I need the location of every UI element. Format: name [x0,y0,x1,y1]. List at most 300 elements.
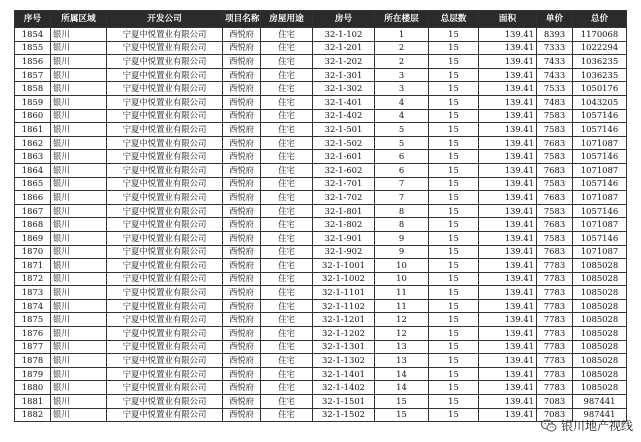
column-header: 总价 [573,11,627,28]
table-cell: 3 [375,82,429,96]
table-cell: 银川 [51,286,107,300]
table-cell: 15 [429,82,479,96]
table-cell: 银川 [51,95,107,109]
table-cell: 宁夏中悦置业有限公司 [107,123,223,137]
table-cell: 15 [429,150,479,164]
table-cell: 7583 [537,123,573,137]
table-cell: 32-1-1201 [313,313,375,327]
table-cell: 7783 [537,299,573,313]
table-cell: 15 [429,272,479,286]
table-cell: 7783 [537,340,573,354]
table-cell: 139.41 [479,340,537,354]
table-cell: 15 [429,218,479,232]
table-cell: 西悦府 [223,136,261,150]
table-cell: 139.41 [479,381,537,395]
table-cell: 住宅 [261,259,313,273]
table-cell: 32-1-801 [313,204,375,218]
table-cell: 宁夏中悦置业有限公司 [107,231,223,245]
column-header: 总层数 [429,11,479,28]
table-cell: 987441 [573,408,627,422]
table-cell: 住宅 [261,340,313,354]
table-row [15,245,627,259]
table-cell: 15 [429,313,479,327]
table-cell: 宁夏中悦置业有限公司 [107,299,223,313]
table-cell: 139.41 [479,163,537,177]
table-row [15,408,627,422]
table-cell: 139.41 [479,191,537,205]
table-row [15,299,627,313]
table-cell: 32-1-802 [313,218,375,232]
table-cell: 1870 [15,245,51,259]
table-cell: 1036235 [573,55,627,69]
table-cell: 银川 [51,327,107,341]
table-cell: 宁夏中悦置业有限公司 [107,28,223,42]
table-cell: 西悦府 [223,55,261,69]
table-cell: 32-1-1002 [313,272,375,286]
table-cell: 银川 [51,381,107,395]
table-cell: 8 [375,204,429,218]
table-cell: 15 [429,41,479,55]
table-cell: 银川 [51,109,107,123]
table-cell: 7683 [537,191,573,205]
table-cell: 7083 [537,395,573,409]
table-row [15,272,627,286]
table-cell: 1879 [15,367,51,381]
table-cell: 1869 [15,231,51,245]
table-row [15,395,627,409]
table-cell: 139.41 [479,231,537,245]
table-row [15,367,627,381]
table-cell: 32-1-1202 [313,327,375,341]
table-cell: 1071087 [573,163,627,177]
table-row [15,136,627,150]
table-cell: 7583 [537,231,573,245]
table-cell: 银川 [51,177,107,191]
table-cell: 139.41 [479,136,537,150]
table-cell: 1865 [15,177,51,191]
table-cell: 银川 [51,340,107,354]
table-cell: 139.41 [479,313,537,327]
table-cell: 1875 [15,313,51,327]
table-cell: 32-1-1401 [313,367,375,381]
table-cell: 11 [375,286,429,300]
table-cell: 7483 [537,95,573,109]
table-cell: 1170068 [573,28,627,42]
table-cell: 32-1-702 [313,191,375,205]
table-row [15,28,627,42]
table-cell: 1863 [15,150,51,164]
table-cell: 1878 [15,354,51,368]
table-row [15,259,627,273]
table-cell: 西悦府 [223,395,261,409]
table-cell: 宁夏中悦置业有限公司 [107,177,223,191]
table-row [15,204,627,218]
table-cell: 139.41 [479,354,537,368]
table-cell: 住宅 [261,313,313,327]
table-cell: 住宅 [261,327,313,341]
table-cell: 32-1-1301 [313,340,375,354]
table-row [15,163,627,177]
table-cell: 7 [375,177,429,191]
table-cell: 住宅 [261,41,313,55]
table-cell: 1085028 [573,354,627,368]
table-cell: 32-1-301 [313,68,375,82]
table-cell: 住宅 [261,408,313,422]
table-cell: 1855 [15,41,51,55]
table-cell: 3 [375,68,429,82]
table-cell: 139.41 [479,68,537,82]
table-cell: 139.41 [479,177,537,191]
table-cell: 139.41 [479,123,537,137]
table-cell: 1854 [15,28,51,42]
table-cell: 5 [375,123,429,137]
table-cell: 1880 [15,381,51,395]
table-cell: 1085028 [573,259,627,273]
table-cell: 银川 [51,68,107,82]
table-cell: 住宅 [261,231,313,245]
table-cell: 银川 [51,408,107,422]
table-cell: 银川 [51,395,107,409]
table-cell: 7083 [537,408,573,422]
table-cell: 银川 [51,259,107,273]
table-cell: 宁夏中悦置业有限公司 [107,286,223,300]
table-cell: 15 [429,109,479,123]
table-cell: 银川 [51,313,107,327]
table-cell: 15 [429,367,479,381]
table-cell: 银川 [51,55,107,69]
table-cell: 银川 [51,245,107,259]
table-cell: 银川 [51,299,107,313]
wechat-icon [541,419,557,433]
table-cell: 32-1-402 [313,109,375,123]
table-cell: 1861 [15,123,51,137]
table-cell: 住宅 [261,286,313,300]
table-cell: 银川 [51,191,107,205]
table-cell: 2 [375,55,429,69]
table-cell: 宁夏中悦置业有限公司 [107,204,223,218]
table-cell: 住宅 [261,218,313,232]
table-cell: 宁夏中悦置业有限公司 [107,340,223,354]
table-cell: 1881 [15,395,51,409]
table-cell: 宁夏中悦置业有限公司 [107,272,223,286]
table-row [15,41,627,55]
table-cell: 1057146 [573,231,627,245]
table-cell: 1860 [15,109,51,123]
table-cell: 1873 [15,286,51,300]
table-cell: 7783 [537,313,573,327]
table-cell: 住宅 [261,381,313,395]
table-cell: 1057146 [573,150,627,164]
table-cell: 住宅 [261,395,313,409]
table-cell: 1057146 [573,177,627,191]
table-cell: 1 [375,28,429,42]
table-cell: 32-1-302 [313,82,375,96]
table-cell: 15 [429,259,479,273]
table-cell: 宁夏中悦置业有限公司 [107,150,223,164]
table-cell: 1071087 [573,191,627,205]
table-cell: 住宅 [261,204,313,218]
table-cell: 住宅 [261,123,313,137]
table-cell: 西悦府 [223,367,261,381]
table-cell: 1050176 [573,82,627,96]
table-cell: 139.41 [479,259,537,273]
table-cell: 银川 [51,272,107,286]
table-cell: 32-1-102 [313,28,375,42]
table-row [15,109,627,123]
table-cell: 1085028 [573,286,627,300]
table-cell: 1874 [15,299,51,313]
table-cell: 1877 [15,340,51,354]
table-cell: 西悦府 [223,82,261,96]
table-cell: 西悦府 [223,231,261,245]
table-cell: 住宅 [261,28,313,42]
table-cell: 7783 [537,259,573,273]
table-body [15,28,627,422]
column-header: 房屋用途 [261,11,313,28]
table-cell: 32-1-1302 [313,354,375,368]
table-row [15,313,627,327]
table-cell: 1043205 [573,95,627,109]
table-cell: 14 [375,367,429,381]
table-cell: 宁夏中悦置业有限公司 [107,408,223,422]
table-cell: 15 [429,340,479,354]
table-row [15,340,627,354]
table-cell: 住宅 [261,367,313,381]
table-cell: 银川 [51,367,107,381]
table-cell: 西悦府 [223,41,261,55]
table-cell: 住宅 [261,245,313,259]
table-cell: 银川 [51,28,107,42]
column-header: 项目名称 [223,11,261,28]
table-cell: 139.41 [479,28,537,42]
table-cell: 7583 [537,109,573,123]
table-cell: 西悦府 [223,150,261,164]
header-row [15,11,627,28]
table-cell: 15 [429,191,479,205]
table-cell: 7333 [537,41,573,55]
price-table [14,10,627,422]
table-cell: 139.41 [479,109,537,123]
table-cell: 7683 [537,163,573,177]
table-cell: 32-1-701 [313,177,375,191]
table-cell: 8393 [537,28,573,42]
table-cell: 西悦府 [223,95,261,109]
table-cell: 1057146 [573,123,627,137]
table-cell: 宁夏中悦置业有限公司 [107,395,223,409]
table-cell: 住宅 [261,136,313,150]
table-cell: 住宅 [261,191,313,205]
table-cell: 银川 [51,136,107,150]
table-cell: 1085028 [573,313,627,327]
table-cell: 12 [375,327,429,341]
table-cell: 15 [429,354,479,368]
watermark-text: 银川地产视线 [560,419,633,433]
table-cell: 银川 [51,123,107,137]
table-cell: 15 [429,177,479,191]
table-cell: 15 [429,123,479,137]
table-cell: 15 [429,299,479,313]
table-cell: 西悦府 [223,191,261,205]
column-header: 面积 [479,11,537,28]
table-cell: 15 [429,327,479,341]
table-cell: 5 [375,136,429,150]
table-cell: 139.41 [479,245,537,259]
table-cell: 15 [429,231,479,245]
table-cell: 9 [375,245,429,259]
table-cell: 1876 [15,327,51,341]
table-row [15,55,627,69]
table-cell: 银川 [51,231,107,245]
table-cell: 西悦府 [223,340,261,354]
table-cell: 宁夏中悦置业有限公司 [107,55,223,69]
table-cell: 139.41 [479,82,537,96]
table-cell: 1085028 [573,367,627,381]
table-cell: 宁夏中悦置业有限公司 [107,367,223,381]
table-cell: 宁夏中悦置业有限公司 [107,136,223,150]
table-cell: 32-1-901 [313,231,375,245]
table-cell: 宁夏中悦置业有限公司 [107,82,223,96]
table-cell: 15 [429,55,479,69]
table-row [15,354,627,368]
table-cell: 139.41 [479,395,537,409]
table-cell: 139.41 [479,327,537,341]
table-cell: 10 [375,259,429,273]
table-cell: 6 [375,150,429,164]
table-cell: 15 [429,95,479,109]
table-cell: 7783 [537,381,573,395]
table-cell: 宁夏中悦置业有限公司 [107,109,223,123]
table-cell: 15 [429,204,479,218]
table-cell: 987441 [573,395,627,409]
table-cell: 139.41 [479,150,537,164]
table-cell: 1071087 [573,136,627,150]
table-cell: 7783 [537,286,573,300]
table-cell: 6 [375,163,429,177]
table-cell: 西悦府 [223,123,261,137]
table-row [15,327,627,341]
table-cell: 8 [375,218,429,232]
table-cell: 1085028 [573,299,627,313]
table-cell: 32-1-502 [313,136,375,150]
table-cell: 宁夏中悦置业有限公司 [107,218,223,232]
table-cell: 西悦府 [223,354,261,368]
table-cell: 1868 [15,218,51,232]
table-cell: 1857 [15,68,51,82]
table-cell: 1036235 [573,68,627,82]
table-cell: 1858 [15,82,51,96]
table-cell: 139.41 [479,286,537,300]
table-cell: 32-1-1102 [313,299,375,313]
table-cell: 西悦府 [223,68,261,82]
table-row [15,286,627,300]
table-cell: 32-1-602 [313,163,375,177]
table-cell: 32-1-1101 [313,286,375,300]
table-cell: 139.41 [479,204,537,218]
table-cell: 银川 [51,82,107,96]
table-cell: 14 [375,381,429,395]
column-header: 序号 [15,11,51,28]
table-cell: 西悦府 [223,313,261,327]
table-row [15,123,627,137]
table-cell: 住宅 [261,163,313,177]
table-cell: 住宅 [261,109,313,123]
table-cell: 32-1-1001 [313,259,375,273]
table-cell: 宁夏中悦置业有限公司 [107,41,223,55]
table-cell: 1866 [15,191,51,205]
table-cell: 1057146 [573,204,627,218]
table-cell: 西悦府 [223,218,261,232]
table-cell: 住宅 [261,272,313,286]
table-cell: 1864 [15,163,51,177]
table-cell: 7683 [537,245,573,259]
table-cell: 15 [429,381,479,395]
table-cell: 139.41 [479,272,537,286]
table-cell: 1871 [15,259,51,273]
table-cell: 7683 [537,136,573,150]
table-cell: 15 [429,136,479,150]
table-cell: 西悦府 [223,28,261,42]
table-cell: 1022294 [573,41,627,55]
table-cell: 7583 [537,204,573,218]
table-cell: 7433 [537,68,573,82]
table-cell: 15 [429,163,479,177]
table-cell: 9 [375,231,429,245]
table-cell: 西悦府 [223,408,261,422]
table-cell: 139.41 [479,299,537,313]
table-cell: 15 [375,395,429,409]
table-cell: 15 [429,395,479,409]
table-cell: 4 [375,95,429,109]
table-cell: 7783 [537,272,573,286]
column-header: 所在楼层 [375,11,429,28]
table-cell: 32-1-401 [313,95,375,109]
table-cell: 银川 [51,41,107,55]
table-cell: 1085028 [573,327,627,341]
table-cell: 7 [375,191,429,205]
table-cell: 住宅 [261,299,313,313]
table-cell: 银川 [51,163,107,177]
table-cell: 15 [429,28,479,42]
column-header: 单价 [537,11,573,28]
table-cell: 银川 [51,354,107,368]
table-cell: 西悦府 [223,109,261,123]
table-cell: 宁夏中悦置业有限公司 [107,163,223,177]
table-cell: 15 [375,408,429,422]
table-cell: 西悦府 [223,259,261,273]
table-cell: 11 [375,299,429,313]
table-cell: 住宅 [261,150,313,164]
table-cell: 7783 [537,367,573,381]
table-cell: 西悦府 [223,327,261,341]
table-cell: 139.41 [479,367,537,381]
table-row [15,95,627,109]
table-cell: 7433 [537,55,573,69]
table-cell: 1856 [15,55,51,69]
table-cell: 32-1-1502 [313,408,375,422]
table-cell: 西悦府 [223,245,261,259]
table-cell: 1882 [15,408,51,422]
table-cell: 32-1-1501 [313,395,375,409]
table-cell: 139.41 [479,408,537,422]
table-row [15,82,627,96]
table-cell: 银川 [51,218,107,232]
table-cell: 宁夏中悦置业有限公司 [107,313,223,327]
table-cell: 住宅 [261,95,313,109]
table-cell: 139.41 [479,218,537,232]
table-cell: 住宅 [261,177,313,191]
table-cell: 7533 [537,82,573,96]
table-cell: 银川 [51,150,107,164]
